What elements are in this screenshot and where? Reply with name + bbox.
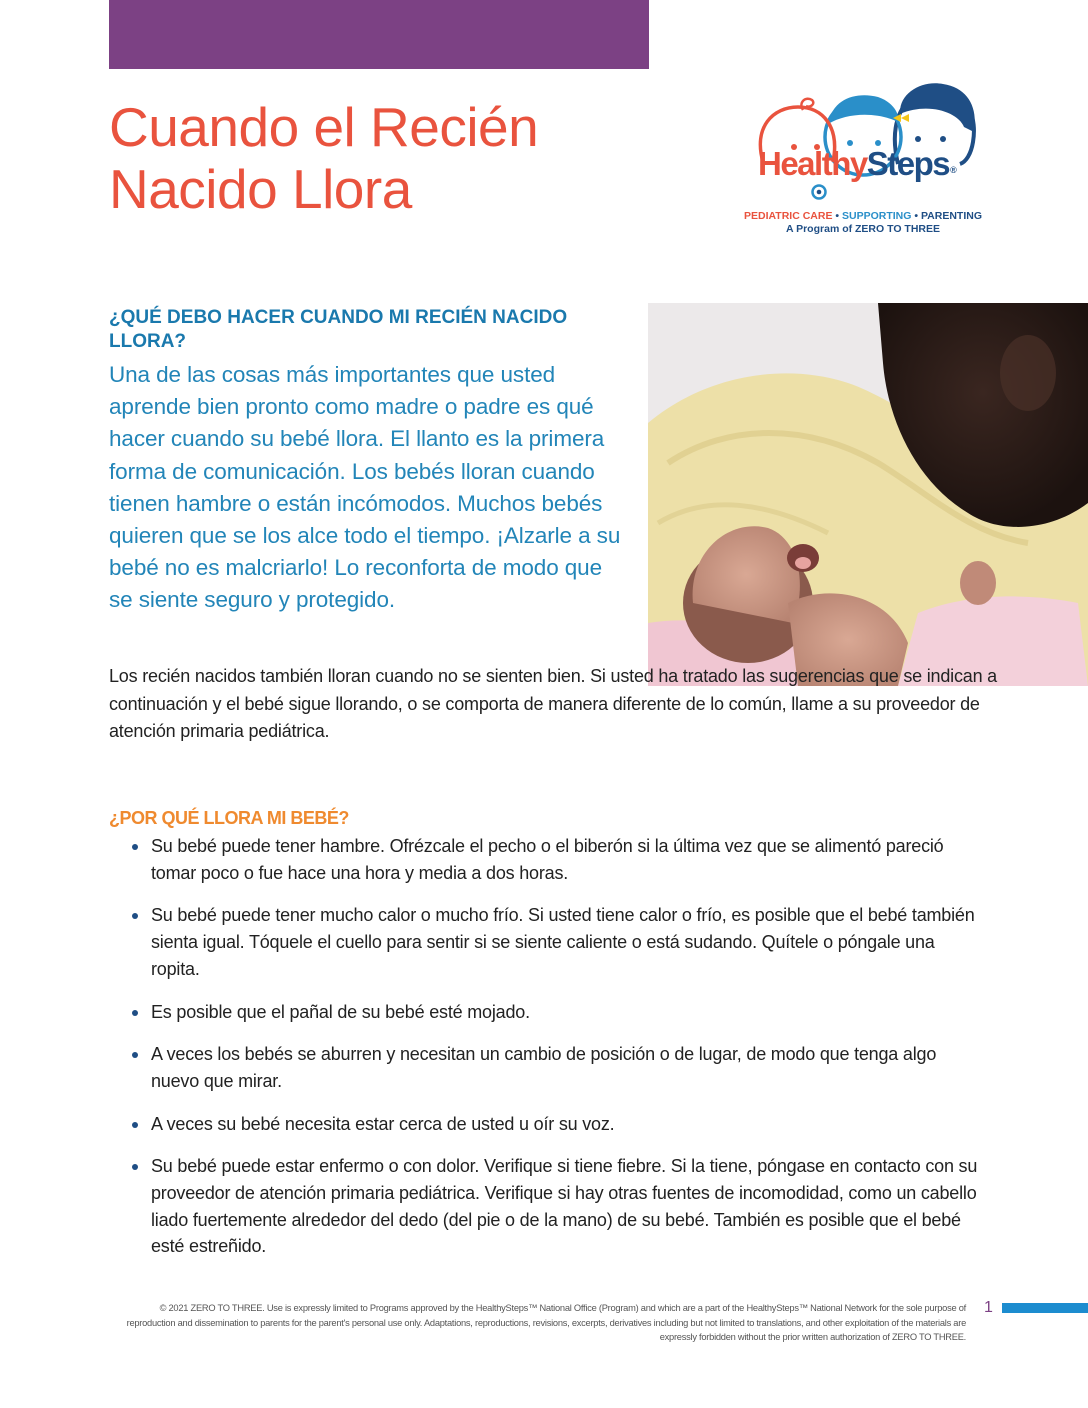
tagline-supporting: SUPPORTING <box>841 210 912 222</box>
bullet-icon <box>132 844 138 850</box>
section-heading-why-baby-cries: ¿POR QUÉ LLORA MI BEBÉ? <box>109 808 349 828</box>
copyright-notice: © 2021 ZERO TO THREE. Use is expressly limited to Programs approved by the HealthySteps™ National Office (Program) and which are a part of the HealthySteps™ National Network for the sole purpose of reproduction and dissemination to parents for the parent's personal use only. Adaptations, reproductions, revisions, excerpts, derivatives including but not limited to translations, and other exploitation of the materials are expressly forbidden without the prior written authorization of ZERO TO THREE. <box>126 1303 966 1343</box>
healthysteps-logo <box>728 72 998 242</box>
tagline-separator: • <box>911 210 921 222</box>
list-item-text: Su bebé puede estar enfermo o con dolor. Verifique si tiene fiebre. Si la tiene, póngase en contacto con su proveedor de atención primaria pediátrica. Verifique si hay otras fuentes de incomodidad, como un cabello liado fuertemente alrededor del dedo (del pie o de la mano) de su bebé. También es posible que el bebé esté estreñido. <box>151 1156 978 1257</box>
list-item <box>109 999 979 1026</box>
page-title-line-2: Nacido Llora <box>109 158 412 220</box>
bullet-icon <box>132 1010 138 1016</box>
logo-program-line: A Program of ZERO TO THREE <box>785 223 940 235</box>
list-item-text: Su bebé puede tener hambre. Ofrézcale el pecho o el biberón si la última vez que se alimentó pareció tomar poco o fue hace una hora y media a dos horas. <box>151 836 944 883</box>
logo-word-healthy: Healthy <box>758 145 867 182</box>
list-item-text: A veces los bebés se aburren y necesitan un cambio de posición o de lugar, de modo que tenga algo nuevo que mirar. <box>151 1044 937 1091</box>
list-item <box>109 1111 979 1138</box>
bullet-icon <box>132 1052 138 1058</box>
page-title-line-1: Cuando el Recién <box>109 96 539 158</box>
list-item <box>109 833 979 886</box>
bullet-icon <box>132 1122 138 1128</box>
stethoscope-icon <box>809 182 829 202</box>
reasons-list <box>109 833 979 1260</box>
list-item-text: Su bebé puede tener mucho calor o mucho frío. Si usted tiene calor o frío, es posible que el bebé también sienta igual. Tóquele el cuello para sentir si se siente caliente o está sudando. Quítele o póngale una ropita. <box>151 905 975 979</box>
body-paragraph <box>109 663 1009 746</box>
logo-tagline <box>728 209 998 223</box>
logo-word-steps: Steps <box>866 145 950 182</box>
page-title <box>109 96 538 220</box>
photo-parent-and-crying-newborn <box>648 303 1088 686</box>
tagline-separator: • <box>832 210 842 222</box>
page-number: 1 <box>984 1299 993 1316</box>
top-color-bar <box>109 0 649 69</box>
tagline-parenting: PARENTING <box>920 210 982 222</box>
section-heading-what-to-do: ¿QUÉ DEBO HACER CUANDO MI RECIÉN NACIDO LLORA? <box>109 307 568 352</box>
list-item <box>109 1041 979 1094</box>
lead-paragraph: Una de las cosas más importantes que usted aprende bien pronto como madre o padre es qué hacer cuando su bebé llora. El llanto es la primera forma de comunicación. Los bebés lloran cuando tienen hambre o están incómodos. Muchos bebés quieren que se los alce todo el tiempo. ¡Alzarle a su bebé no es malcriarlo! Lo reconforta de modo que se siente seguro y protegido. <box>109 362 621 613</box>
bullet-icon <box>132 913 138 919</box>
list-item <box>109 902 979 982</box>
list-item-text: Es posible que el pañal de su bebé esté mojado. <box>151 1001 530 1022</box>
bullet-icon <box>132 1164 138 1170</box>
list-item-text: A veces su bebé necesita estar cerca de usted u oír su voz. <box>151 1113 615 1134</box>
photo-illustration <box>648 303 1088 686</box>
logo-wordmark <box>758 146 955 182</box>
registered-mark: ® <box>950 165 956 175</box>
body-paragraph-text: Los recién nacidos también lloran cuando no se sienten bien. Si usted ha tratado las sugerencias que se indican a continuación y el bebé sigue llorando, o se comporta de manera diferente de lo común, llame a su proveedor de atención primaria pediátrica. <box>109 666 997 741</box>
page-accent-bar <box>1002 1303 1088 1313</box>
list-item <box>109 1153 979 1260</box>
tagline-pediatric-care: PEDIATRIC CARE <box>743 210 833 222</box>
